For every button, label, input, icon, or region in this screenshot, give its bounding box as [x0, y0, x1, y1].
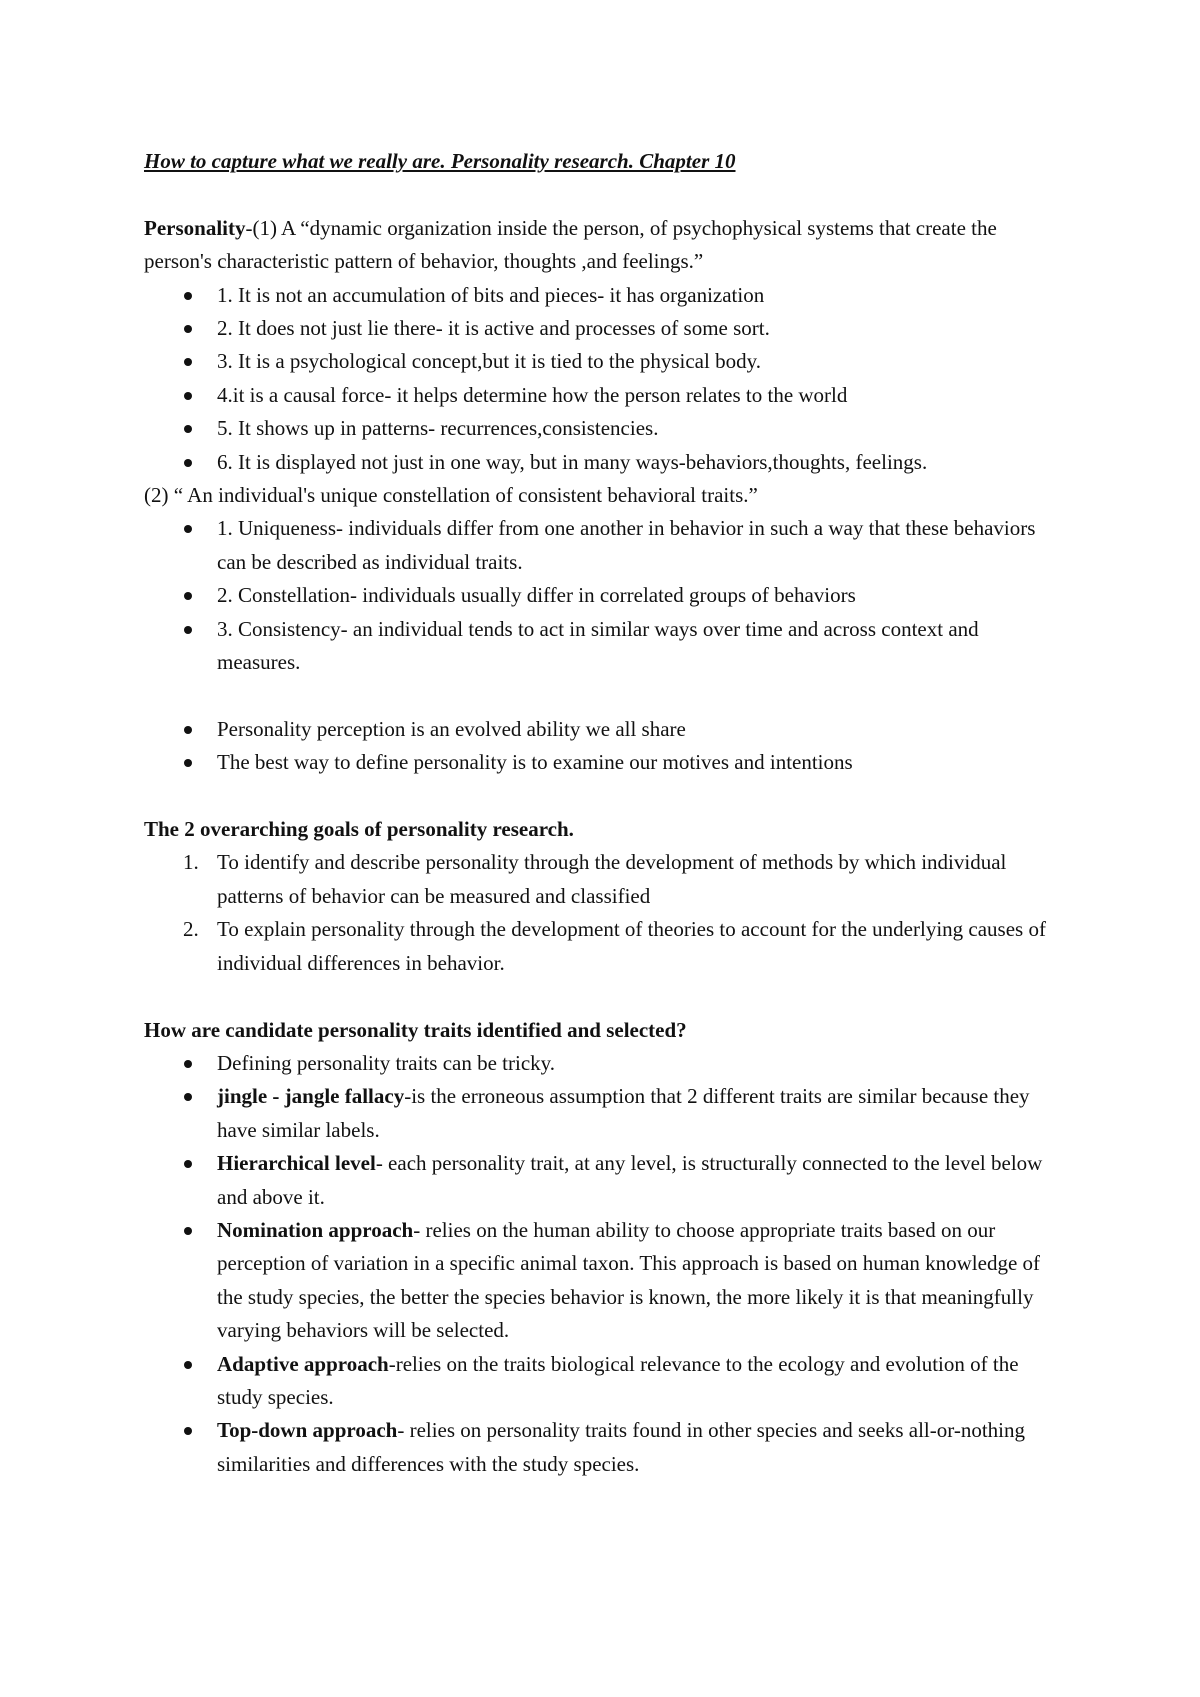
list-item: Personality perception is an evolved ability we all share: [144, 713, 1064, 746]
list-item: 3. It is a psychological concept,but it is tied to the physical body.: [144, 345, 1064, 378]
list-item: Adaptive approach-relies on the traits biological relevance to the ecology and evolution of the study species.: [144, 1348, 1064, 1415]
definition-2-list: [144, 512, 1064, 679]
list-item: 2. It does not just lie there- it is active and processes of some sort.: [144, 312, 1064, 345]
list-item: 1. Uniqueness- individuals differ from one another in behavior in such a way that these behaviors can be described as individual traits.: [144, 512, 1064, 579]
definition-1-list: [144, 279, 1064, 479]
list-item: The best way to define personality is to examine our motives and intentions: [144, 746, 1064, 779]
traits-list: [144, 1047, 1064, 1481]
goals-list: [144, 846, 1064, 980]
list-number: 1.: [183, 850, 199, 875]
list-item: 3. Consistency- an individual tends to act in similar ways over time and across context and measures.: [144, 613, 1064, 680]
trait-term: Top-down approach: [217, 1418, 398, 1443]
list-item: 2. To explain personality through the development of theories to account for the underlying causes of individual differences in behavior.: [144, 913, 1064, 980]
goals-heading: The 2 overarching goals of personality research.: [144, 817, 574, 842]
list-item: Hierarchical level- each personality trait, at any level, is structurally connected to the level below and above it.: [144, 1147, 1064, 1214]
list-item: jingle - jangle fallacy-is the erroneous assumption that 2 different traits are similar because they have similar labels.: [144, 1080, 1064, 1147]
list-item: Defining personality traits can be tricky.: [144, 1047, 1064, 1080]
personality-definition-1: [144, 212, 1064, 279]
trait-term: Nomination approach: [217, 1217, 414, 1242]
trait-term: Adaptive approach: [217, 1351, 389, 1376]
trait-term: jingle - jangle fallacy: [217, 1084, 405, 1109]
list-item: 2. Constellation- individuals usually differ in correlated groups of behaviors: [144, 579, 1064, 612]
personality-term: Personality: [144, 215, 246, 240]
list-number: 2.: [183, 917, 199, 942]
list-item: 4.it is a causal force- it helps determine how the person relates to the world: [144, 379, 1064, 412]
extra-points-list: [144, 713, 1064, 780]
list-item: 5. It shows up in patterns- recurrences,consistencies.: [144, 412, 1064, 445]
document-title: How to capture what we really are. Personality research. Chapter 10: [144, 149, 736, 173]
trait-term: Hierarchical level: [217, 1151, 376, 1176]
list-item: 6. It is displayed not just in one way, but in many ways-behaviors,thoughts, feelings.: [144, 446, 1064, 479]
list-item: Top-down approach- relies on personality traits found in other species and seeks all-or-nothing similarities and differences with the study species.: [144, 1414, 1064, 1481]
personality-definition-2: (2) “ An individual's unique constellation of consistent behavioral traits.”: [144, 483, 758, 508]
definition-1-text: -(1) A “dynamic organization inside the person, of psychophysical systems that create the person's characteristic pattern of behavior, thoughts ,and feelings.”: [144, 215, 997, 274]
list-item: 1. It is not an accumulation of bits and pieces- it has organization: [144, 279, 1064, 312]
list-item: Nomination approach- relies on the human ability to choose appropriate traits based on our perception of variation in a specific animal taxon. This approach is based on human knowledge of the study species, the better the species behavior is known, the more likely it is that meaningfully varying behaviors will be selected.: [144, 1214, 1064, 1348]
traits-heading: How are candidate personality traits identified and selected?: [144, 1017, 687, 1042]
list-item: 1. To identify and describe personality through the development of methods by which individual patterns of behavior can be measured and classified: [144, 846, 1064, 913]
document-content: [144, 145, 1064, 1481]
